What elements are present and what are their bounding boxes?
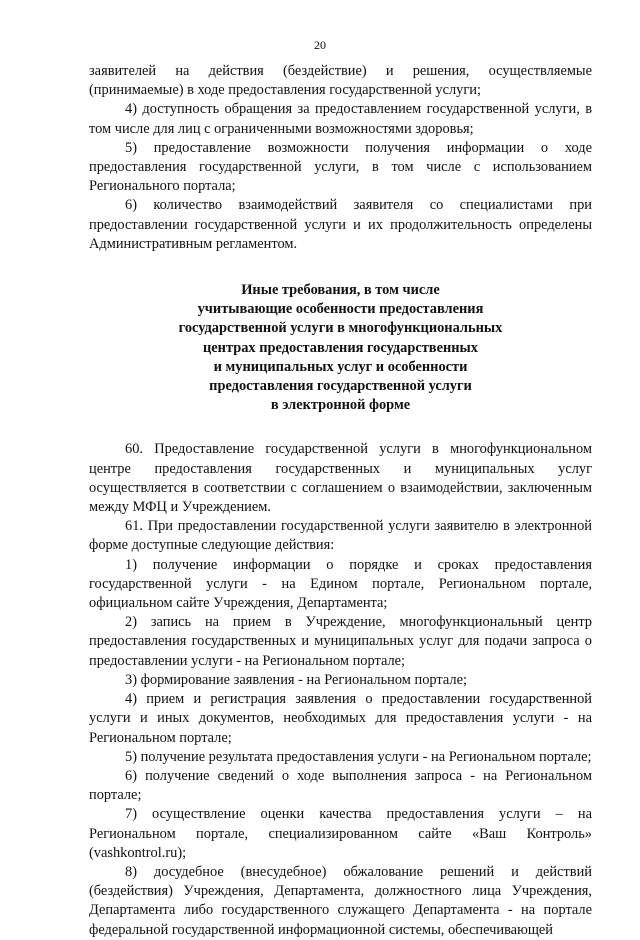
list-item-6: 6) получение сведений о ходе выполнения запроса - на Региональном портале; [89,767,592,804]
section-heading [89,281,592,415]
paragraph-item-4: 4) доступность обращения за предоставлением государственной услуги, в том числе для лиц с ограниченными возможностями здоровья; [89,101,592,137]
page-number: 20 [314,38,326,52]
paragraph-item-5: 5) предоставление возможности получения информации о ходе предоставления государственной услуги, в том числе с использованием Регионального портала; [89,139,592,195]
heading-line: государственной услуги в многофункциональных [178,320,503,337]
list-item-4: 4) прием и регистрация заявления о предоставлении государственной услуги и иных документов, необходимых для предоставления услуги - на Региональном портале; [89,691,592,746]
heading-line: Иные требования, в том числе [241,282,440,299]
document-body [89,62,592,940]
paragraph-61: 61. При предоставлении государственной услуги заявителю в электронной форме доступные следующие действия: [89,518,592,554]
list-item-8: 8) досудебное (внесудебное) обжалование решений и действий (бездействия) Учреждения, Департамента, должностного лица Учреждения, Департамента либо государственного служащего Департамента - на портале федеральной государственной информационной системы, обеспечивающей [89,863,592,938]
heading-line: учитывающие особенности предоставления [197,301,484,318]
heading-line: в электронной форме [270,397,411,414]
list-item-3: 3) формирование заявления - на Региональном портале; [125,671,467,688]
list-item-7: 7) осуществление оценки качества предоставления услуги – на Региональном портале, специализированном сайте «Ваш Контроль» (vashkontrol.ru); [89,806,592,861]
list-item-2: 2) запись на прием в Учреждение, многофункциональный центр предоставления государственных и муниципальных услуг для подачи запроса о предоставлении услуги - на Региональном портале; [89,614,592,669]
heading-line: и муниципальных услуг и особенности [213,358,468,375]
list-item-5: 5) получение результата предоставления услуги - на Региональном портале; [125,748,592,765]
paragraph-60: 60. Предоставление государственной услуги в многофункциональном центре предоставления государственных и муниципальных услуг осуществляется в соответствии с соглашением о взаимодействии, заключенным между МФЦ и Учреждением. [89,441,592,516]
paragraph-item-6: 6) количество взаимодействий заявителя со специалистами при предоставлении государственной услуги и их продолжительность определены Административным регламентом. [89,197,592,252]
heading-line: центрах предоставления государственных [203,339,478,356]
list-item-1: 1) получение информации о порядке и сроках предоставления государственной услуги - на Едином портале, Региональном портале, официальном сайте Учреждения, Департамента; [89,556,592,612]
paragraph-continuation: заявителей на действия (бездействие) и решения, осуществляемые (принимаемые) в ходе предоставления государственной услуги; [89,63,592,99]
heading-line: предоставления государственной услуги [209,378,472,395]
